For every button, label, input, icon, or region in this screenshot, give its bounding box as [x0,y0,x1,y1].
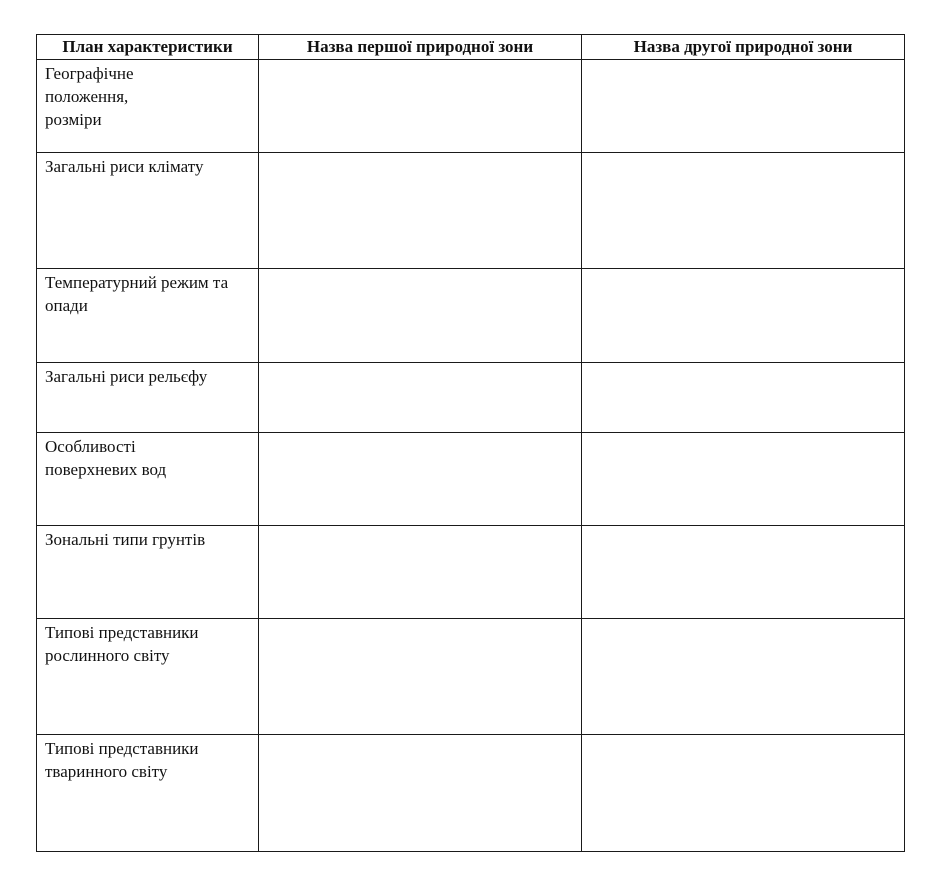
zone-2-cell[interactable] [582,619,905,735]
zone-2-cell[interactable] [582,153,905,269]
table-header-row [37,35,905,60]
zone-2-cell[interactable] [582,526,905,619]
row-label: Типові представники рослинного світу [37,619,259,735]
row-label: Типові представники тваринного світу [37,735,259,852]
zone-1-cell[interactable] [259,526,582,619]
row-label: Загальні риси рельєфу [37,363,259,433]
zone-2-cell[interactable] [582,269,905,363]
row-label: Особливості поверхневих вод [37,433,259,526]
row-label: Географічне положення, розміри [37,60,259,153]
header-zone-1: Назва першої природної зони [259,35,582,60]
characteristics-table [36,34,905,852]
zone-1-cell[interactable] [259,269,582,363]
zone-2-cell[interactable] [582,433,905,526]
row-label: Температурний режим та опади [37,269,259,363]
table-row [37,735,905,852]
zone-2-cell[interactable] [582,363,905,433]
zone-1-cell[interactable] [259,735,582,852]
zone-1-cell[interactable] [259,60,582,153]
header-plan: План характеристики [37,35,259,60]
table-row [37,269,905,363]
zone-2-cell[interactable] [582,60,905,153]
table-row [37,526,905,619]
header-zone-2: Назва другої природної зони [582,35,905,60]
zone-1-cell[interactable] [259,619,582,735]
zone-1-cell[interactable] [259,153,582,269]
table-row [37,363,905,433]
row-label: Загальні риси клімату [37,153,259,269]
zone-2-cell[interactable] [582,735,905,852]
zone-1-cell[interactable] [259,433,582,526]
table-row [37,433,905,526]
zone-1-cell[interactable] [259,363,582,433]
table-row [37,619,905,735]
table-row [37,153,905,269]
table-row [37,60,905,153]
row-label: Зональні типи грунтів [37,526,259,619]
